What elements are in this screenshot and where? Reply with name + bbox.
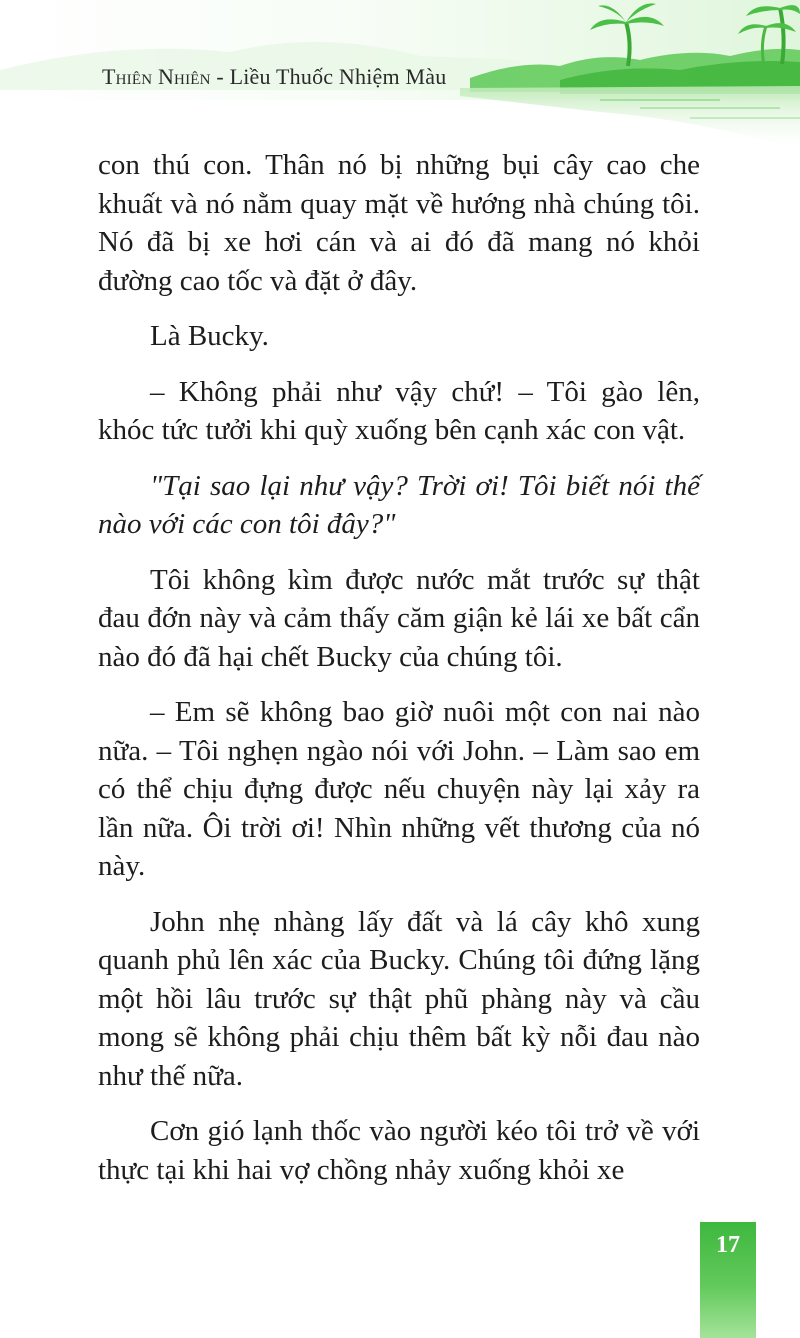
page-number-tab bbox=[700, 1222, 756, 1338]
header-separator: - bbox=[216, 64, 224, 89]
paragraph: Cơn gió lạnh thốc vào người kéo tôi trở về với thực tại khi hai vợ chồng nhảy xuống khỏi xe bbox=[98, 1115, 700, 1186]
page-number: 17 bbox=[716, 1232, 740, 1258]
paragraph: Tôi không kìm được nước mắt trước sự thật đau đớn này và cảm thấy căm giận kẻ lái xe bất cẩn nào đó đã hại chết Bucky của chúng tôi. bbox=[98, 563, 700, 673]
body-text bbox=[98, 146, 700, 1206]
running-header bbox=[102, 64, 446, 90]
paragraph-thought: "Tại sao lại như vậy? Trời ơi! Tôi biết nói thế nào với các con tôi đây?" bbox=[98, 469, 700, 540]
paragraph: John nhẹ nhàng lấy đất và lá cây khô xung quanh phủ lên xác của Bucky. Chúng tôi đứng lặng một hồi lâu trước sự thật phũ phàng này và cầu mong sẽ không phải chịu thêm bất kỳ nỗi đau nào như thế nữa. bbox=[98, 905, 700, 1092]
paragraph: Là Bucky. bbox=[150, 320, 269, 352]
paragraph: – Không phải như vậy chứ! – Tôi gào lên, khóc tức tưởi khi quỳ xuống bên cạnh xác con vật. bbox=[98, 375, 700, 446]
paragraph: – Em sẽ không bao giờ nuôi một con nai nào nữa. – Tôi nghẹn ngào nói với John. – Làm sao em có thể chịu đựng được nếu chuyện này lại xảy ra lần nữa. Ôi trời ơi! Nhìn những vết thương của nó này. bbox=[98, 696, 700, 882]
paragraph: con thú con. Thân nó bị những bụi cây cao che khuất và nó nằm quay mặt về hướng nhà chúng tôi. Nó đã bị xe hơi cán và ai đó đã mang nó khỏi đường cao tốc và đặt ở đây. bbox=[98, 149, 700, 297]
header-book-title: Liều Thuốc Nhiệm Màu bbox=[229, 64, 447, 89]
header-series-title: Thiên Nhiên bbox=[102, 64, 211, 89]
